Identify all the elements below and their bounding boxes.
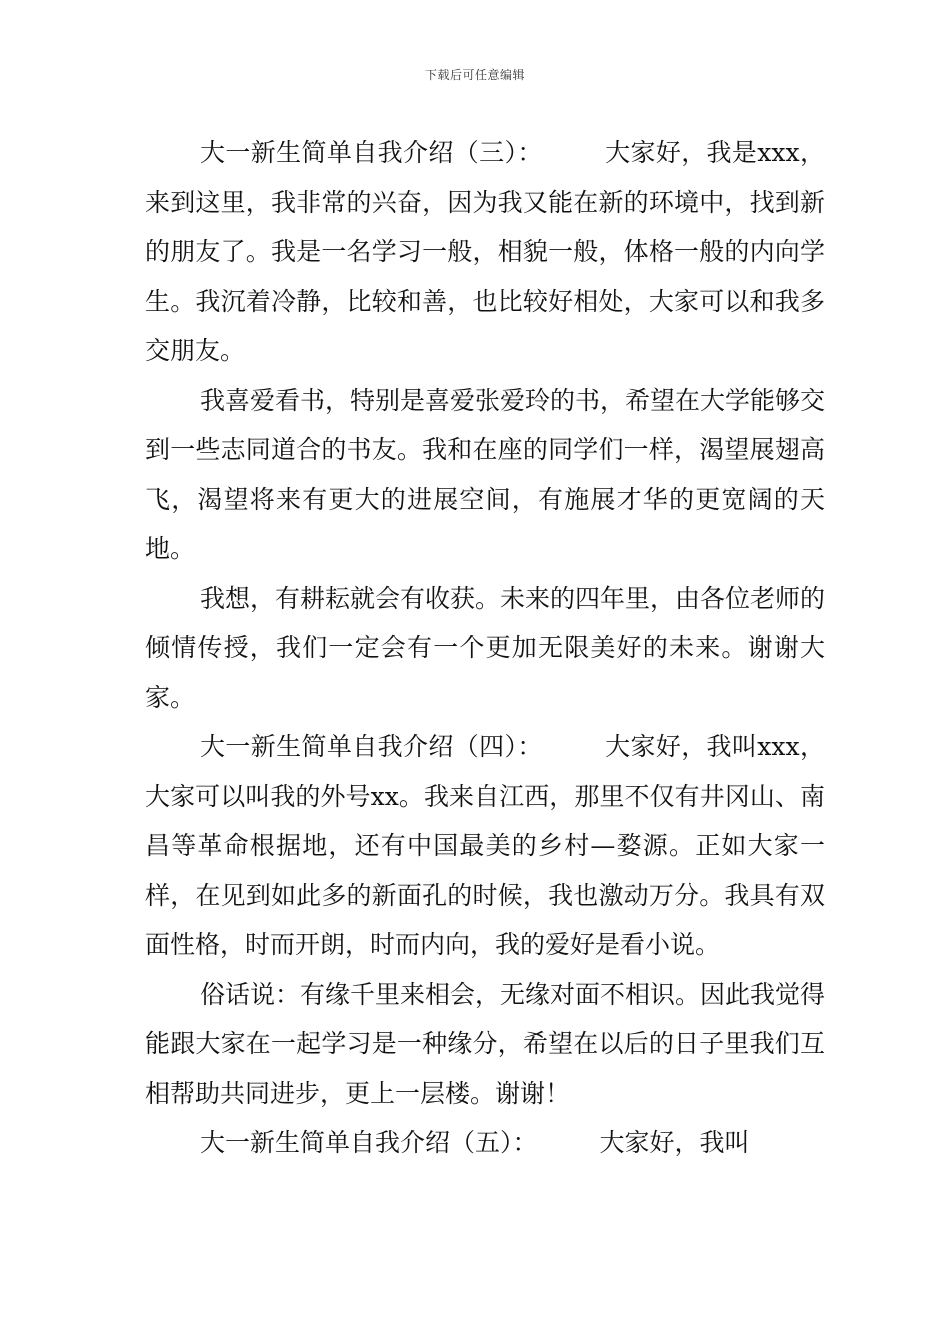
section-5-heading: 大一新生简单自我介绍（五）：	[200, 1128, 538, 1157]
section-4-paragraph-2: 俗话说：有缘千里来相会，无缘对面不相识。因此我觉得能跟大家在一起学习是一种缘分，希望在以后的日子里我们互相帮助共同进步，更上一层楼。谢谢！	[145, 979, 826, 1108]
section-3-paragraph-3: 我想，有耕耘就会有收获。未来的四年里，由各位老师的倾情传授，我们一定会有一个更加无限美好的未来。谢谢大家。	[145, 583, 826, 712]
section-3-intro-text: 大家好，我是xxx，来到这里，我非常的兴奋，因为我又能在新的环境中，找到新的朋友了。我是一名学习一般，相貌一般，体格一般的内向学生。我沉着冷静，比较和善，也比较好相处，大家可以和我多交朋友。	[145, 138, 825, 365]
section-3-intro-paragraph	[145, 128, 825, 376]
section-4-intro-paragraph	[145, 722, 825, 970]
section-5-intro-text: 大家好，我叫	[599, 1128, 750, 1157]
section-4-heading: 大一新生简单自我介绍（四）：	[200, 732, 543, 761]
section-4-intro-text: 大家好，我叫xxx，大家可以叫我的外号xx。我来自江西，那里不仅有井冈山、南昌等革命根据地，还有中国最美的乡村—婺源。正如大家一样，在见到如此多的新面孔的时候，我也激动万分。我具有双面性格，时而开朗，时而内向，我的爱好是看小说。	[145, 732, 825, 959]
header-note: 下载后可任意编辑	[424, 68, 525, 82]
section-5-intro-paragraph	[145, 1118, 825, 1168]
document-body	[145, 128, 825, 1168]
section-3-heading: 大一新生简单自我介绍（三）：	[200, 138, 543, 167]
section-3-paragraph-2: 我喜爱看书，特别是喜爱张爱玲的书，希望在大学能够交到一些志同道合的书友。我和在座的同学们一样，渴望展翅高飞，渴望将来有更大的进展空间，有施展才华的更宽阔的天地。	[145, 385, 826, 563]
